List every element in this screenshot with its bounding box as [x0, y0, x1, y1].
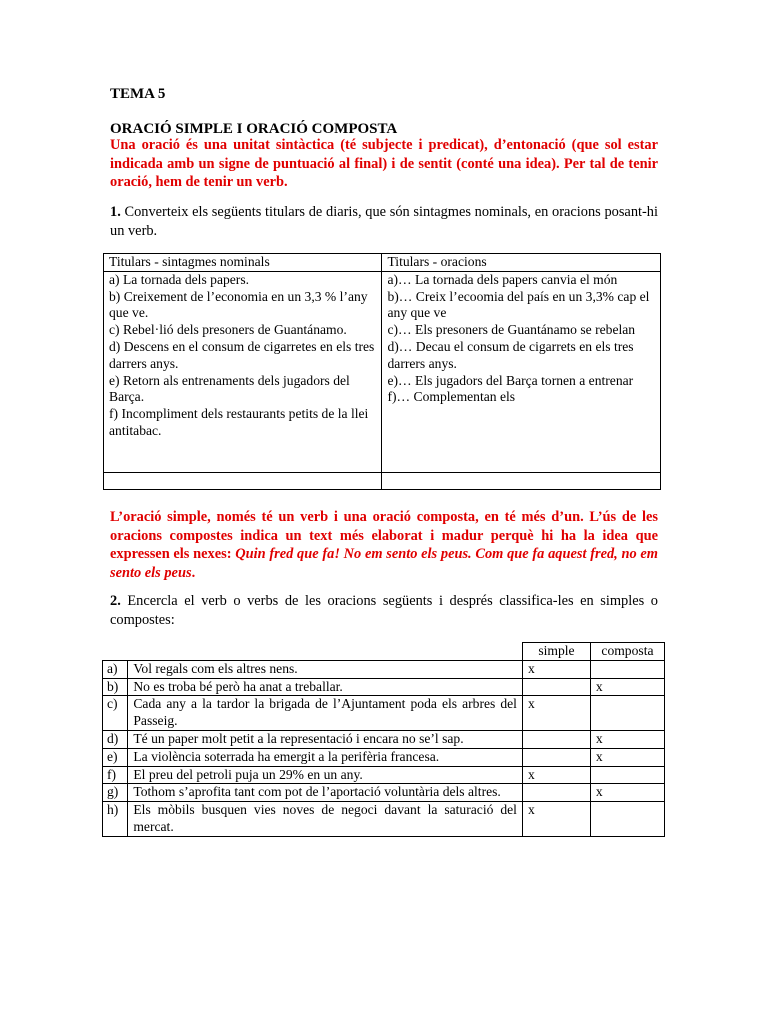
composta-mark[interactable] [590, 660, 664, 678]
row-label: h) [103, 802, 128, 837]
list-item: b)… Creix l’ecoomia del país en un 3,3% cap el any que ve [387, 288, 650, 321]
exercise-1-number: 1. [110, 204, 121, 220]
table-row [103, 766, 665, 784]
composite-note [110, 508, 658, 582]
header-oracions: Titulars - oracions [382, 254, 661, 272]
intro-definition: Una oració és una unitat sintàctica (té subjecte i predicat), d’entonació (que sol estar indicada amb un signe de puntuació al final) i de sentit (conté una idea). Per tal de tenir oració, hem de tenir un verb. [110, 137, 658, 190]
row-label: e) [103, 748, 128, 766]
simple-mark[interactable] [522, 784, 590, 802]
exercise-1-instruction [110, 203, 658, 240]
list-item: c) Rebel·lió dels presoners de Guantánamo. [109, 322, 347, 338]
exercise-2-table [102, 642, 665, 837]
list-item: a) La tornada dels papers. [109, 271, 250, 287]
note-text: L’oració simple, només té un verb i una oració composta, en té més d’un. L’ús de les oracions compostes indica un text més elaborat i madur perquè hi ha la idea que expressen els nexes: [110, 509, 658, 562]
empty-cell [382, 472, 661, 489]
sentence: Cada any a la tardor la brigada de l’Ajuntament poda els arbres del Passeig. [128, 696, 523, 731]
note-example: Quin fred que fa! No em sento els peus. Com que fa aquest fred, no em sento els peus [110, 546, 658, 581]
composta-mark[interactable]: x [590, 678, 664, 696]
table-row [103, 730, 665, 748]
table-header-row [103, 643, 665, 661]
table-row [103, 802, 665, 837]
note-end: . [191, 564, 196, 581]
empty-cell [104, 472, 382, 489]
row-label: a) [103, 660, 128, 678]
simple-mark[interactable] [522, 678, 590, 696]
oracions-list [382, 271, 661, 472]
sentence: Els mòbils busquen vies noves de negoci davant la saturació del mercat. [128, 802, 523, 837]
table-row [104, 271, 661, 472]
list-item: d) Descens en el consum de cigarretes en els tres darrers anys. [109, 338, 375, 371]
row-label: f) [103, 766, 128, 784]
table-row [103, 748, 665, 766]
blank-cell [128, 643, 523, 661]
composta-mark[interactable] [590, 802, 664, 837]
list-item: f)… Complementan els [387, 389, 516, 405]
header-nominal: Titulars - sintagmes nominals [104, 254, 382, 272]
header-simple: simple [522, 643, 590, 661]
table-header-row [104, 254, 661, 272]
simple-mark[interactable] [522, 730, 590, 748]
sentence: Vol regals com els altres nens. [128, 660, 523, 678]
nominal-list [104, 271, 382, 472]
exercise-1-table [103, 253, 661, 490]
row-label: c) [103, 696, 128, 731]
list-item: b) Creixement de l’economia en un 3,3 % l’any que ve. [109, 288, 368, 321]
row-label: g) [103, 784, 128, 802]
exercise-1-text: Converteix els següents titulars de diaris, que són sintagmes nominals, en oracions posant-hi un verb. [110, 204, 658, 239]
sentence: El preu del petroli puja un 29% en un any. [128, 766, 523, 784]
composta-mark[interactable] [590, 766, 664, 784]
composta-mark[interactable]: x [590, 748, 664, 766]
header-composta: composta [590, 643, 664, 661]
simple-mark[interactable] [522, 748, 590, 766]
composta-mark[interactable]: x [590, 784, 664, 802]
exercise-2-number: 2. [110, 593, 121, 609]
list-item: e)… Els jugadors del Barça tornen a entrenar [387, 372, 634, 388]
table-row [103, 696, 665, 731]
row-label: d) [103, 730, 128, 748]
list-item: e) Retorn als entrenaments dels jugadors del Barça. [109, 372, 350, 405]
sentence: La violència soterrada ha emergit a la perifèria francesa. [128, 748, 523, 766]
table-row-empty [104, 472, 661, 489]
table-row [103, 784, 665, 802]
simple-mark[interactable]: x [522, 660, 590, 678]
table-row [103, 678, 665, 696]
list-item: d)… Decau el consum de cigarrets en els tres darrers anys. [387, 338, 634, 371]
table-row [103, 660, 665, 678]
simple-mark[interactable]: x [522, 802, 590, 837]
page-title: TEMA 5 [110, 86, 166, 102]
simple-mark[interactable]: x [522, 766, 590, 784]
row-label: b) [103, 678, 128, 696]
sentence: No es troba bé però ha anat a treballar. [128, 678, 523, 696]
composta-mark[interactable]: x [590, 730, 664, 748]
sentence: Tothom s’aprofita tant com pot de l’aportació voluntària dels altres. [128, 784, 523, 802]
list-item: a)… La tornada dels papers canvia el món [387, 271, 618, 287]
exercise-2-instruction [110, 592, 658, 629]
section-title: ORACIÓ SIMPLE I ORACIÓ COMPOSTA [110, 121, 398, 137]
list-item: c)… Els presoners de Guantánamo se rebelan [387, 322, 636, 338]
sentence: Té un paper molt petit a la representació i encara no se’l sap. [128, 730, 523, 748]
list-item: f) Incompliment dels restaurants petits de la llei antitabac. [109, 406, 369, 438]
exercise-2-text: Encercla el verb o verbs de les oracions següents i després classifica-les en simples o compostes: [110, 593, 658, 628]
blank-cell [103, 643, 128, 661]
simple-mark[interactable]: x [522, 696, 590, 731]
composta-mark[interactable] [590, 696, 664, 731]
